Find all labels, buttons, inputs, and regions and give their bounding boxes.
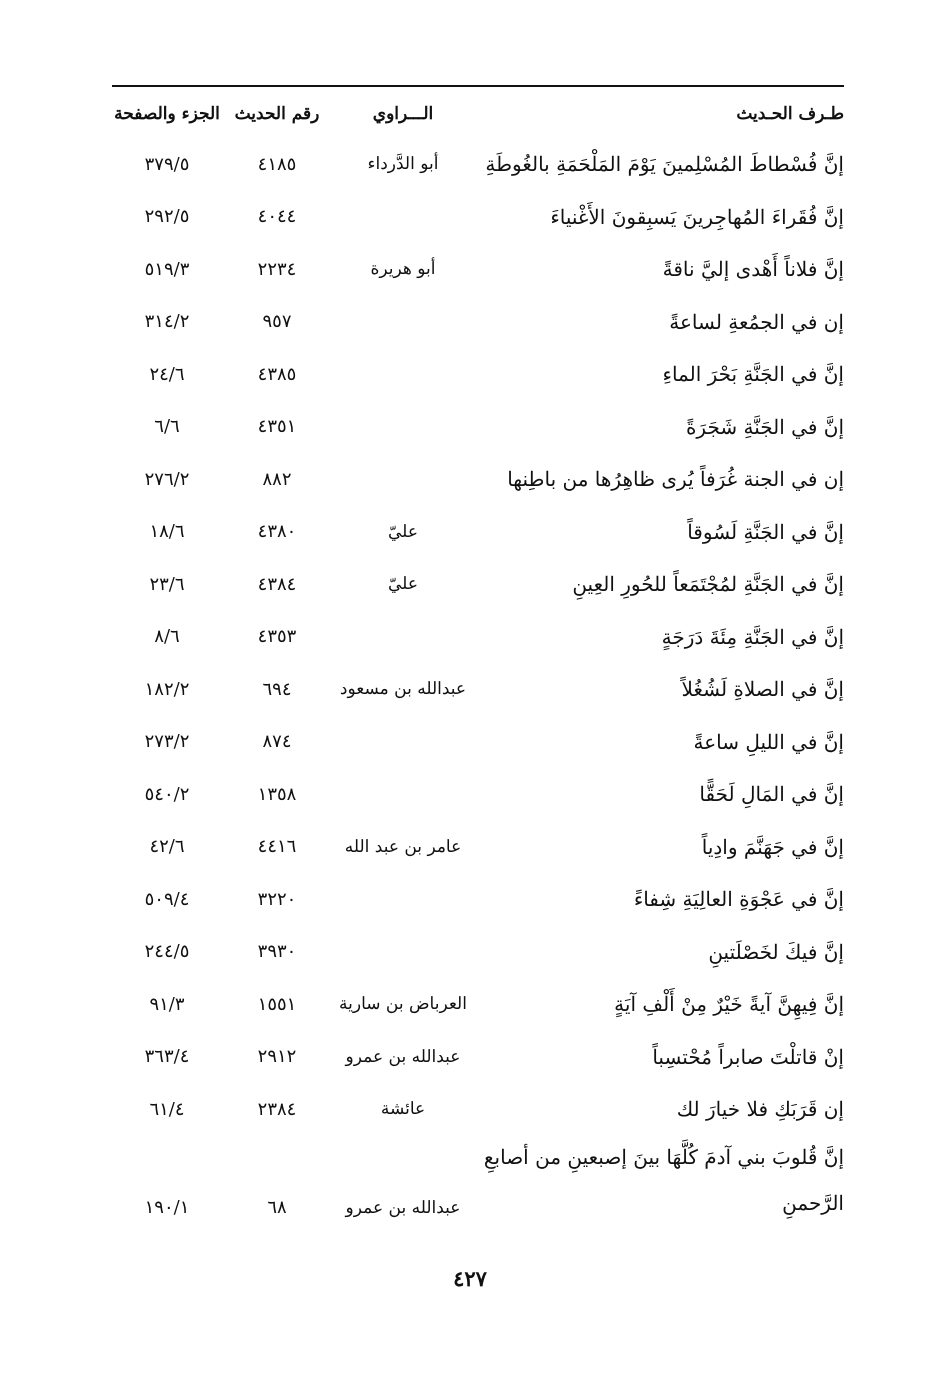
hadith-text: إنَّ في الجَنَّةِ لمُجْتَمَعاً للحُورِ العِينِ [572, 572, 844, 597]
header-number: رقم الحديث [234, 104, 320, 124]
table-row [112, 401, 844, 454]
table-row [112, 1031, 844, 1084]
table-row [112, 978, 844, 1031]
volume-page: ٢٧٣/٢ [144, 731, 190, 753]
volume-page: ٣١٤/٢ [144, 311, 190, 333]
top-rule [112, 85, 844, 87]
volume-page: ٨/٦ [154, 626, 180, 648]
hadith-text: إنَّ في المَالِ لَحَقًّا [699, 782, 844, 807]
volume-page: ٦/٦ [154, 416, 180, 438]
rawi-name: عبدالله بن عمرو [345, 1046, 461, 1067]
rawi-name: أبو الدَّرداء [367, 154, 439, 175]
hadith-text-line-2: الرَّحمنِ [782, 1190, 844, 1215]
rawi-name: عليّ [388, 574, 418, 595]
hadith-number: ٨٨٢ [262, 468, 292, 490]
rawi-name: عامر بن عبد الله [344, 836, 462, 857]
hadith-number: ١٥٥١ [257, 993, 297, 1015]
volume-page: ١٩٠/١ [144, 1196, 190, 1218]
volume-page: ٢٤/٦ [149, 363, 185, 385]
rawi-name: العرباض بن سارية [339, 994, 467, 1015]
table-row [112, 611, 844, 664]
hadith-text: إنَّ في الجَنَّةِ بَحْرَ الماءِ [662, 362, 844, 387]
volume-page: ٥٤٠/٢ [144, 783, 190, 805]
volume-page: ٣٧٩/٥ [144, 153, 190, 175]
table-row [112, 191, 844, 244]
hadith-index-table [112, 90, 844, 1240]
hadith-number: ٦٨ [267, 1196, 287, 1218]
hadith-number: ٤١٨٥ [257, 153, 297, 175]
hadith-text: إنَّ في الليلِ ساعةً [693, 729, 844, 754]
table-row [112, 873, 844, 926]
hadith-number: ١٣٥٨ [257, 783, 297, 805]
rawi-name: عبدالله بن عمرو [345, 1197, 461, 1218]
table-row [112, 716, 844, 769]
hadith-text: إنَّ في الجَنَّةِ شَجَرَةً [685, 414, 844, 439]
hadith-number: ٤٠٤٤ [257, 206, 297, 228]
hadith-text: إنَّ في الصلاةِ لَشُغُلاً [681, 677, 844, 702]
table-row-multiline [112, 1136, 844, 1240]
hadith-text: إنَّ فلاناً أَهْدى إليَّ ناقةً [662, 257, 844, 282]
table-row [112, 663, 844, 716]
hadith-text: إن قَرَبَكِ فلا خيارَ لك [676, 1097, 844, 1122]
hadith-number: ٢٣٨٤ [257, 1098, 297, 1120]
hadith-number: ٤٣٨٤ [257, 573, 297, 595]
table-row [112, 348, 844, 401]
table-row [112, 138, 844, 191]
hadith-text: إن في الجمُعةِ لساعةً [669, 309, 844, 334]
hadith-number: ٤٣٨٥ [257, 363, 297, 385]
rawi-name: عبدالله بن مسعود [339, 679, 467, 700]
hadith-number: ٩٥٧ [262, 311, 292, 333]
hadith-number: ٢٩١٢ [257, 1046, 297, 1068]
table-row [112, 821, 844, 874]
rawi-name: عليّ [388, 521, 418, 542]
header-volume-page: الجزء والصفحة [114, 104, 220, 124]
volume-page: ٥١٩/٣ [144, 258, 190, 280]
table-header [112, 90, 844, 138]
table-row [112, 506, 844, 559]
volume-page: ٩١/٣ [149, 993, 185, 1015]
hadith-text: إن في الجنة غُرَفاً يُرى ظاهِرُها من باطِنها [507, 467, 844, 492]
hadith-text: إنَّ فُسْطاطَ المُسْلِمينَ يَوْمَ المَلْحَمَةِ بالغُوطَةِ [485, 152, 844, 177]
header-hadith: طـرف الحـديث [736, 104, 844, 124]
hadith-number: ٤٣٥١ [257, 416, 297, 438]
rawi-name: أبو هريرة [370, 259, 436, 280]
hadith-number: ٣٢٢٠ [257, 888, 297, 910]
hadith-text: إنَّ في الجَنَّةِ لَسُوقاً [687, 519, 844, 544]
table-row [112, 1083, 844, 1136]
hadith-number: ٤٤١٦ [257, 836, 297, 858]
hadith-number: ٦٩٤ [262, 678, 292, 700]
hadith-text-line-1: إنَّ قُلوبَ بني آدمَ كُلَّهَا بينَ إصبعينِ من أصابعِ [483, 1144, 844, 1169]
hadith-text: إنَّ فِيهِنَّ آيةً خَيْرٌ مِنْ أَلْفِ آيَةٍ [614, 992, 844, 1017]
hadith-text: إنَّ في عَجْوَةِ العالِيَةِ شِفاءً [633, 887, 844, 912]
volume-page: ٢٤٤/٥ [144, 941, 190, 963]
header-rawi: الـــراوي [372, 104, 434, 124]
hadith-text: إنَّ فيكَ لخَصْلَتينِ [708, 939, 844, 964]
hadith-number: ٨٧٤ [262, 731, 292, 753]
table-row [112, 768, 844, 821]
volume-page: ٢٩٢/٥ [144, 206, 190, 228]
volume-page: ٤٢/٦ [149, 836, 185, 858]
hadith-number: ٤٣٥٣ [257, 626, 297, 648]
hadith-text: إنَّ في الجَنَّةِ مِئَةَ دَرَجَةٍ [661, 624, 844, 649]
page-number: ٤٢٧ [453, 1266, 487, 1291]
table-row [112, 926, 844, 979]
volume-page: ٦١/٤ [149, 1098, 185, 1120]
volume-page: ١٨٢/٢ [144, 678, 190, 700]
table-row [112, 558, 844, 611]
hadith-text: إنَّ فُقَراءَ المُهاجِرينَ يَسبِقونَ الأَغْنياءَ [550, 204, 844, 229]
hadith-text: إنَّ في جَهَنَّمَ وادِياً [701, 834, 844, 859]
table-row [112, 453, 844, 506]
hadith-text [474, 1136, 844, 1226]
volume-page: ٣٦٣/٤ [144, 1046, 190, 1068]
hadith-number: ٢٢٣٤ [257, 258, 297, 280]
hadith-number: ٣٩٣٠ [257, 941, 297, 963]
volume-page: ٥٠٩/٤ [144, 888, 190, 910]
volume-page: ٢٧٦/٢ [144, 468, 190, 490]
volume-page: ١٨/٦ [149, 521, 185, 543]
volume-page: ٢٣/٦ [149, 573, 185, 595]
rawi-name: عائشة [380, 1099, 426, 1120]
table-row [112, 296, 844, 349]
hadith-text: إنْ قاتلْتَ صابراً مُحْتسِباً [652, 1044, 844, 1069]
hadith-number: ٤٣٨٠ [257, 521, 297, 543]
table-row [112, 243, 844, 296]
